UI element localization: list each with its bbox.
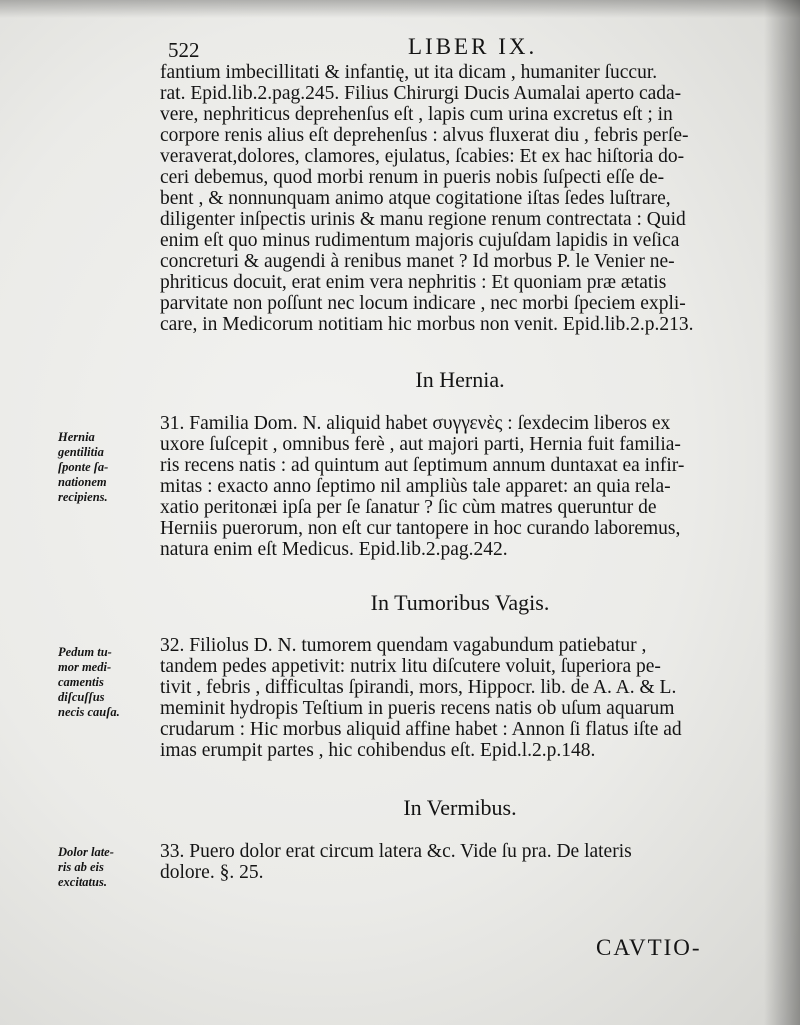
text-line: Herniis puerorum, non eſt cur tantopere in hoc curando laboremus, (160, 518, 681, 539)
paragraph-33 (160, 841, 760, 883)
text-line: bent , & nonnunquam animo atque cogitatione iſtas ſedes luſtrare, (160, 188, 671, 209)
text-line: phriticus docuit, erat enim vera nephritis : Et quoniam præ ætatis (160, 272, 667, 293)
section-heading-hernia: In Hernia. (415, 367, 505, 392)
margin-note-dolor (58, 845, 150, 890)
margin-note-tumor (58, 645, 150, 720)
catchword: CAVTIO- (596, 935, 702, 960)
page-header (168, 34, 748, 64)
text-line: 31. Familia Dom. N. aliquid habet συγγενὲς : ſexdecim liberos ex (160, 413, 671, 434)
page-number: 522 (168, 38, 200, 62)
text-line: diligenter inſpectis urinis & manu regione renum contrectata : Quid (160, 209, 686, 230)
text-line: ris recens natis : ad quintum aut ſeptimum annum duntaxat ea infir- (160, 455, 685, 476)
text-line: fantium imbecillitati & infantię, ut ita dicam , humaniter ſuccur. (160, 62, 658, 83)
note-line: gentilitia (58, 445, 104, 459)
text-line: vere, nephriticus deprehenſus eſt , lapis cum urina excretus eſt ; in (160, 104, 673, 125)
margin-note-hernia (58, 430, 150, 505)
note-line: diſcuſſus (58, 690, 105, 704)
note-line: Dolor late- (58, 845, 114, 859)
running-title: LIBER IX. (408, 34, 538, 59)
text-line: crudarum : Hic morbus aliquid affine habet : Annon ſi flatus iſte ad (160, 719, 682, 740)
note-line: mor medi- (58, 660, 112, 674)
text-line: parvitate non poſſunt nec locum indicare , nec morbi ſpeciem expli- (160, 293, 686, 314)
note-line: nationem (58, 475, 107, 489)
text-line: corpore renis alius eſt deprehenſus : alvus fluxerat diu , febris perſe- (160, 125, 689, 146)
note-line: necis cauſa. (58, 705, 120, 719)
text-line: natura enim eſt Medicus. Epid.lib.2.pag.242. (160, 539, 508, 560)
text-line: enim eſt quo minus rudimentum majoris cujuſdam lapidis in veſica (160, 230, 680, 251)
note-line: Hernia (58, 430, 95, 444)
note-line: recipiens. (58, 490, 108, 504)
paragraph-renal (160, 62, 760, 335)
note-line: camentis (58, 675, 104, 689)
paragraph-32 (160, 635, 760, 761)
text-line: uxore ſuſcepit , omnibus ferè , aut majori parti, Hernia fuit familia- (160, 434, 681, 455)
text-line: ceri debemus, quod morbi renum in pueris nobis ſuſpecti eſſe de- (160, 167, 665, 188)
text-line: tivit , febris , difficultas ſpirandi, mors, Hippocr. lib. de A. A. & L. (160, 677, 677, 698)
text-line: xatio peritonæi ipſa per ſe ſanatur ? ſic cùm matres queruntur de (160, 497, 657, 518)
note-line: excitatus. (58, 875, 107, 889)
text-line: imas erumpit partes , hic cohibendus eſt. Epid.l.2.p.148. (160, 740, 596, 761)
note-line: ris ab eis (58, 860, 104, 874)
text-line: veraverat,dolores, clamores, ejulatus, ſcabies: Et ex hac hiſtoria do- (160, 146, 685, 167)
section-heading-vermibus: In Vermibus. (403, 795, 517, 820)
section-heading-tumoribus: In Tumoribus Vagis. (370, 590, 550, 615)
paragraph-31 (160, 413, 760, 560)
note-line: ſponte ſa- (58, 460, 109, 474)
text-line: concreturi & augendi à renibus manet ? Id morbus P. le Venier ne- (160, 251, 675, 272)
note-line: Pedum tu- (58, 645, 112, 659)
text-line: 33. Puero dolor erat circum latera &c. Vide ſu pra. De lateris (160, 841, 632, 862)
text-line: 32. Filiolus D. N. tumorem quendam vagabundum patiebatur , (160, 635, 647, 656)
text-line: dolore. §. 25. (160, 862, 264, 883)
text-line: meminit hydropis Teſtium in pueris recens natis ob uſum aquarum (160, 698, 675, 719)
text-line: tandem pedes appetivit: nutrix litu diſcutere voluit, ſuperiora pe- (160, 656, 661, 677)
text-line: mitas : exacto anno ſeptimo nil ampliùs tale apparet: an quia rela- (160, 476, 671, 497)
text-line: rat. Epid.lib.2.pag.245. Filius Chirurgi Ducis Aumalai aperto cada- (160, 83, 682, 104)
text-line: care, in Medicorum notitiam hic morbus non venit. Epid.lib.2.p.213. (160, 314, 694, 335)
